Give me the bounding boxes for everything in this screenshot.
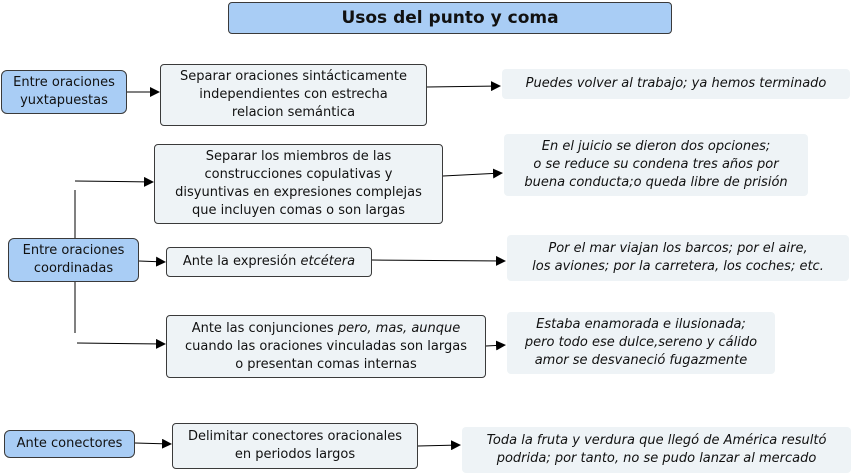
- edge-use5-example5: [418, 445, 460, 446]
- use-node-4-prefix: Ante las conjunciones: [191, 320, 338, 336]
- category-coordinadas: [8, 238, 139, 282]
- edge-use1-example1: [427, 86, 500, 87]
- use-node-1: [160, 64, 427, 126]
- category-conectores: [4, 430, 135, 458]
- use-node-3-prefix: Ante la expresión: [182, 254, 301, 269]
- edge-use3-example3: [372, 260, 505, 261]
- category-coordinadas-label: Entre oraciones coordinadas: [22, 243, 125, 276]
- category-conectores-label: Ante conectores: [16, 436, 123, 451]
- use-node-5: [172, 423, 418, 469]
- use-node-2: [154, 144, 443, 224]
- use-node-1-text: Separar oraciones sintácticamente independientes con estrecha relacion semántica: [179, 69, 408, 120]
- example-node-2-text: En el juicio se dieron dos opciones; o se reduce su condena tres años por buena conducta;o queda libre de prisión: [524, 139, 788, 190]
- use-node-3: [166, 247, 372, 277]
- use-node-3-text: [183, 253, 355, 271]
- example-node-3: [507, 235, 849, 281]
- diagram-title: [228, 2, 672, 34]
- use-node-4-text: [185, 320, 467, 374]
- edge-use4-example4: [486, 345, 505, 346]
- category-yuxtapuestas-label: Entre oraciones yuxtapuestas: [13, 75, 115, 108]
- example-node-3-text: Por el mar viajan los barcos; por el aire, los aviones; por la carretera, los coches; etc.: [532, 241, 824, 274]
- use-node-4-rest: cuando las oraciones vinculadas son largas o presentan comas internas: [185, 338, 467, 372]
- example-node-1-text: Puedes volver al trabajo; ya hemos terminado: [525, 76, 827, 91]
- use-node-2-text: Separar los miembros de las construcciones copulativas y disyuntivas en expresiones complejas que incluyen comas o son largas: [175, 149, 422, 218]
- category-yuxtapuestas: [1, 70, 127, 114]
- example-node-5-text: Toda la fruta y verdura que llegó de América resultó podrida; por tanto, no se pudo lanzar al mercado: [486, 433, 827, 466]
- example-node-4-text: Estaba enamorada e ilusionada; pero todo ese dulce,sereno y cálido amor se desvaneció fugazmente: [524, 317, 758, 368]
- diagram-title-text: Usos del punto y coma: [341, 8, 559, 28]
- edge-trunk-use4: [77, 343, 165, 344]
- use-node-4: [166, 315, 486, 378]
- example-node-5: [462, 427, 851, 473]
- use-node-5-text: Delimitar conectores oracionales en periodos largos: [187, 429, 403, 462]
- use-node-3-italic: etcétera: [300, 254, 356, 269]
- example-node-1: [502, 69, 850, 99]
- example-node-2: [504, 134, 808, 196]
- use-node-4-italic: pero, mas, aunque: [337, 320, 461, 336]
- edge-trunk-use2: [75, 181, 153, 182]
- edge-conectores-use5: [135, 443, 171, 444]
- example-node-4: [507, 312, 775, 374]
- edge-coordinadas-use3: [139, 261, 165, 262]
- edge-use2-example2: [443, 173, 502, 176]
